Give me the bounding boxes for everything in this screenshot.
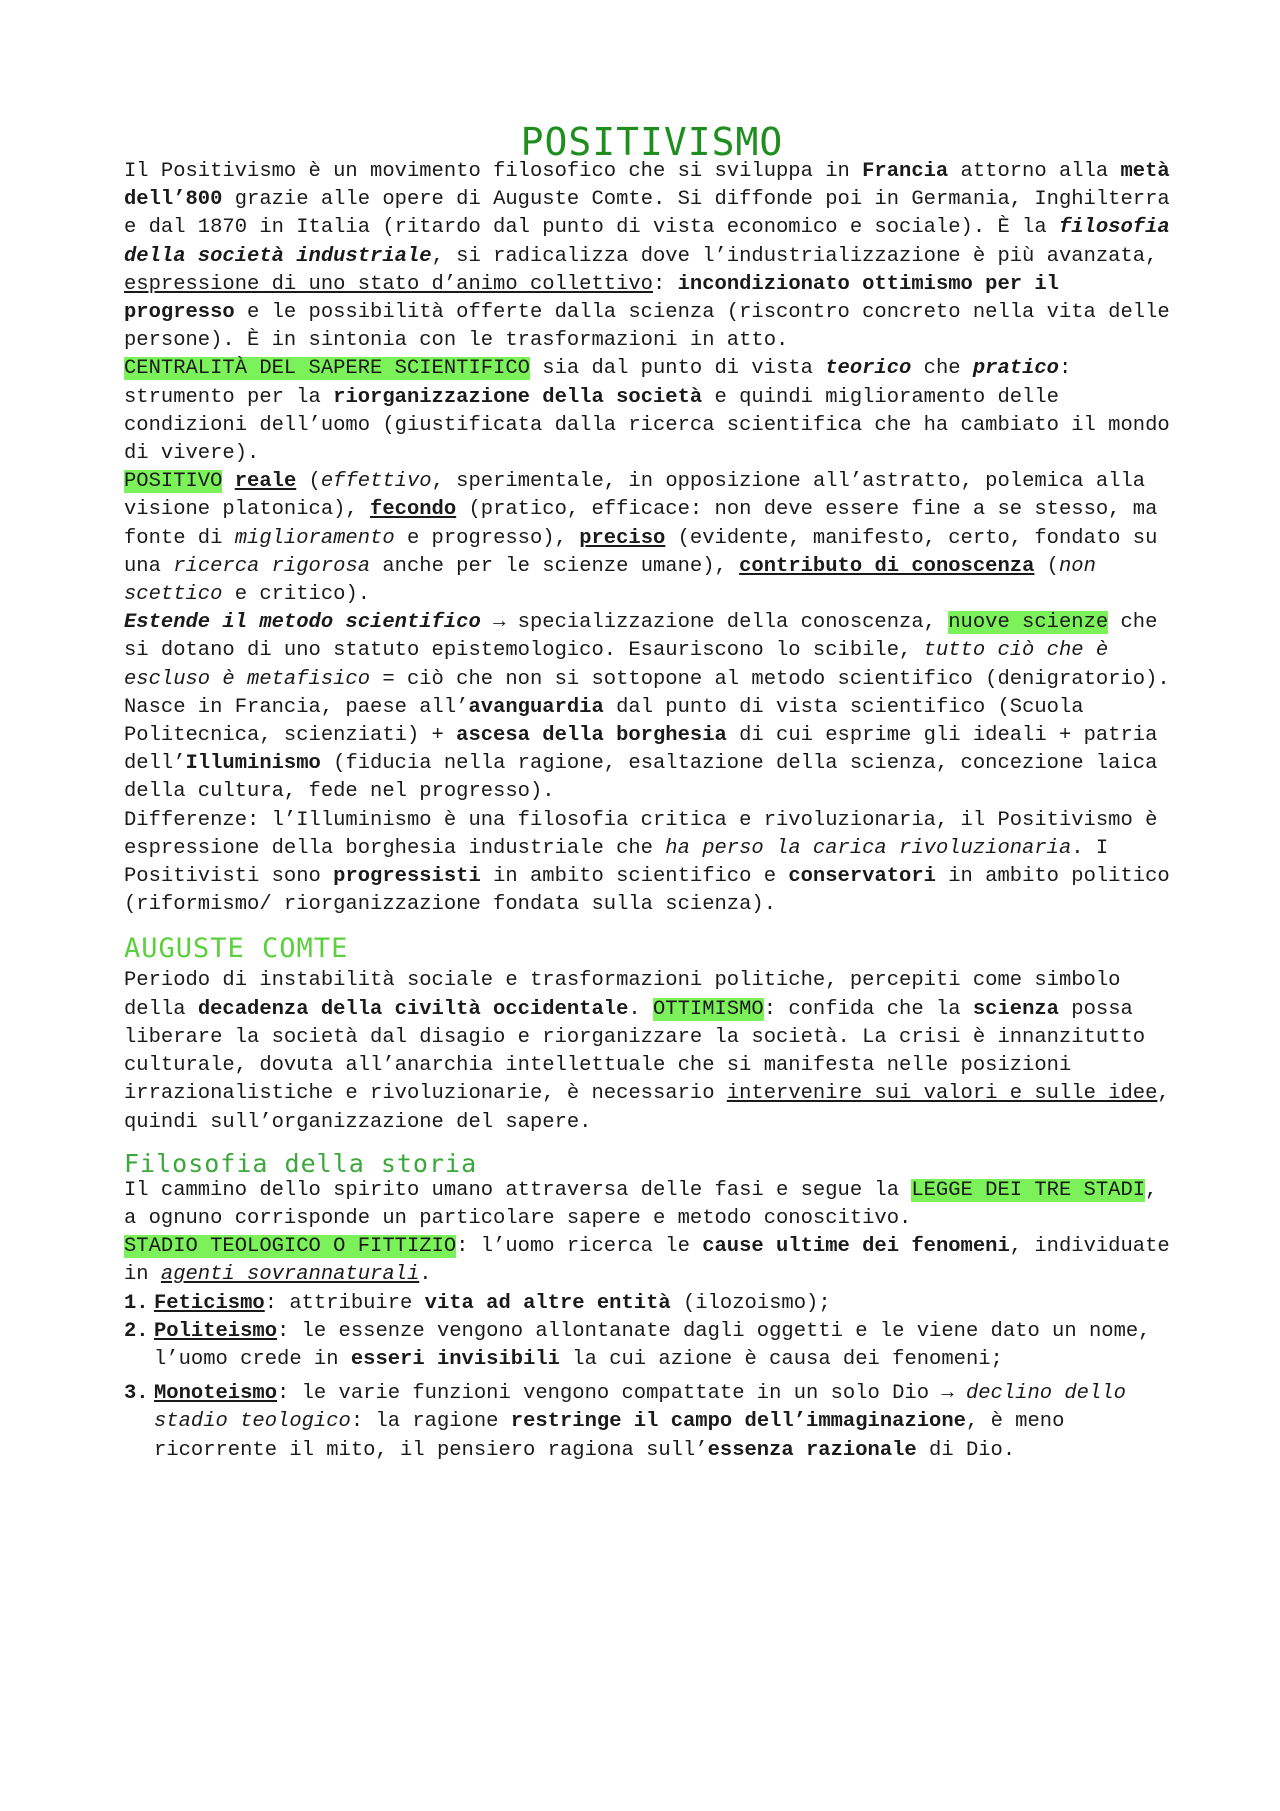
- nasce-paragraph: [124, 694, 1180, 807]
- list-number: 3.: [124, 1382, 149, 1406]
- bold-text: scienza: [972, 997, 1059, 1021]
- storia-paragraph: [124, 1177, 1180, 1233]
- text: che: [911, 357, 973, 381]
- highlighted-text: nuove scienze: [948, 611, 1109, 635]
- positivo-paragraph: [124, 468, 1180, 609]
- differenze-paragraph: [124, 807, 1180, 920]
- text: e quindi miglioramento delle condizioni dell’uomo (giustificata dalla ricerca scientifica che ha cambiato il mondo di vivere).: [124, 385, 1170, 466]
- text: Il Positivismo è un movimento filosofico che si sviluppa in: [124, 160, 863, 183]
- italic-text: non scettico: [124, 554, 1096, 607]
- list-item: [124, 1318, 1180, 1374]
- stages-list: [124, 1290, 1180, 1465]
- text: : la ragione: [350, 1410, 511, 1434]
- bold-text: incondizionato ottimismo per il progresso: [124, 272, 1059, 325]
- bold-underlined-text: preciso: [579, 526, 666, 550]
- bold-text: progressisti: [333, 865, 481, 889]
- bold-underlined-text: reale: [234, 470, 297, 494]
- italic-text: ricerca rigorosa: [173, 554, 371, 578]
- text: :: [653, 272, 678, 296]
- section-heading-storia: Filosofia della storia: [124, 1148, 478, 1178]
- text: e progresso),: [394, 526, 580, 550]
- bold-italic-text: Estende il metodo scientifico: [124, 611, 481, 635]
- section-heading-comte: AUGUSTE COMTE: [124, 933, 349, 965]
- italic-text: declino dello stadio teologico: [154, 1382, 1126, 1434]
- text: (evidente, manifesto, certo, fondato su una: [124, 526, 1158, 578]
- bold-underlined-text: contributo di conoscenza: [739, 554, 1035, 578]
- text: , a ognuno corrisponde un particolare sapere e metodo conoscitivo.: [124, 1178, 1158, 1230]
- text: , sperimentale, in opposizione all’astratto, polemica alla visione platonica),: [124, 470, 1146, 522]
- text: e critico).: [222, 583, 371, 607]
- comte-paragraph: [124, 967, 1180, 1136]
- bold-text: essenza razionale: [707, 1438, 917, 1462]
- text: : strumento per la: [124, 357, 1072, 409]
- centralita-paragraph: [124, 355, 1180, 468]
- italic-text: effettivo: [320, 470, 432, 494]
- text: (pratico, efficace: non deve essere fine a se stesso, ma fonte di: [124, 498, 1158, 550]
- text: : attribuire: [264, 1291, 425, 1315]
- text: di Dio.: [916, 1438, 1016, 1462]
- text: , quindi sull’organizzazione del sapere.: [124, 1082, 1170, 1134]
- italic-text: ha perso la carica rivoluzionaria: [665, 836, 1072, 860]
- bold-text: Francia: [862, 160, 949, 183]
- text: sia dal punto di vista: [529, 357, 826, 381]
- bold-italic-text: pratico: [972, 357, 1059, 381]
- bold-text: Illuminismo: [185, 752, 321, 776]
- text: che si dotano di uno statuto epistemologico. Esauriscono lo scibile,: [124, 611, 1158, 663]
- bold-text: riorganizzazione della società: [333, 385, 703, 409]
- bold-italic-text: filosofia della società industriale: [124, 216, 1170, 268]
- teologico-paragraph: [124, 1233, 1180, 1289]
- text: , si radicalizza dove l’industrializzazione è più avanzata,: [431, 244, 1158, 268]
- text: Periodo di instabilità sociale e trasformazioni politiche, percepiti come simbolo della: [124, 969, 1121, 1021]
- text: , è meno ricorrente il mito, il pensiero ragiona sull’: [154, 1410, 1065, 1462]
- italic-text: miglioramento: [234, 526, 395, 550]
- text: Differenze: l’Illuminismo è una filosofia critica e rivoluzionaria, il Positivismo è espressione della borghesia industriale che: [124, 808, 1158, 860]
- text: [222, 470, 234, 493]
- text: anche per le scienze umane),: [370, 554, 740, 578]
- highlighted-text: LEGGE DEI TRE STADI: [911, 1178, 1146, 1202]
- list-item: [124, 1380, 1180, 1465]
- document-page: [124, 118, 1180, 1465]
- underlined-italic-text: agenti sovrannaturali: [160, 1263, 420, 1287]
- highlighted-text: OTTIMISMO: [653, 997, 764, 1021]
- bold-underlined-text: Feticismo: [154, 1291, 265, 1315]
- intro-paragraph: [124, 158, 1180, 355]
- text: (: [296, 470, 321, 494]
- text: attorno alla: [948, 160, 1121, 183]
- bold-text: cause ultime dei fenomeni: [702, 1235, 1010, 1259]
- text: (fiducia nella ragione, esaltazione della scienza, concezione laica della cultura, fede nel progresso).: [124, 752, 1158, 804]
- text: , individuate in: [124, 1235, 1170, 1287]
- bold-text: vita ad altre entità: [424, 1291, 671, 1315]
- bold-text: metà dell’800: [124, 160, 1170, 212]
- text: = ciò che non si sottopone al metodo scientifico (denigratorio).: [370, 667, 1170, 691]
- bold-italic-text: teorico: [825, 357, 912, 381]
- text: grazie alle opere di Auguste Comte. Si diffonde poi in Germania, Inghilterra e dal 1870 in Italia (ritardo dal punto di vista economico e sociale). È la: [124, 188, 1170, 240]
- bold-text: avanguardia: [468, 695, 604, 719]
- bold-text: ascesa della borghesia: [456, 724, 727, 748]
- text: → specializzazione della conoscenza,: [480, 611, 949, 635]
- bold-underlined-text: Politeismo: [154, 1319, 278, 1343]
- text: : l’uomo ricerca le: [456, 1235, 703, 1259]
- text: Il cammino dello spirito umano attraversa delle fasi e segue la: [124, 1178, 912, 1202]
- bold-underlined-text: Monoteismo: [154, 1382, 278, 1406]
- bold-text: esseri invisibili: [350, 1347, 560, 1371]
- bold-text: decadenza della civiltà occidentale: [197, 997, 629, 1021]
- list-number: 2.: [124, 1319, 149, 1343]
- bold-text: restringe il campo dell’immaginazione: [510, 1410, 966, 1434]
- text: in ambito politico (riformismo/ riorganizzazione fondata sulla scienza).: [124, 865, 1170, 917]
- text: : le varie funzioni vengono compattate in un solo Dio →: [277, 1382, 966, 1406]
- text: e le possibilità offerte dalla scienza (riscontro concreto nella vita delle persone). È in sintonia con le trasformazioni in atto.: [124, 301, 1170, 353]
- underlined-text: intervenire sui valori e sulle idee: [726, 1082, 1158, 1106]
- text: : confida che la: [763, 997, 973, 1021]
- text: possa liberare la società dal disagio e riorganizzare la società. La crisi è innanzitutto culturale, dovuta all’anarchia intellettuale che si manifesta nelle posizioni irrazionalistiche e rivoluzionarie, è necessario: [124, 997, 1146, 1106]
- text: Nasce in Francia, paese all’: [124, 695, 469, 719]
- text: (ilozoismo);: [670, 1291, 831, 1315]
- text: .: [419, 1263, 432, 1287]
- page-title: POSITIVISMO: [520, 120, 784, 164]
- underlined-text: espressione di uno stato d’animo collettivo: [124, 272, 653, 296]
- text: . I Positivisti sono: [124, 836, 1109, 889]
- text: dal punto di vista scientifico (Scuola Politecnica, scienziati) +: [124, 695, 1084, 748]
- highlighted-text: POSITIVO: [124, 470, 223, 494]
- highlighted-text: CENTRALITÀ DEL SAPERE SCIENTIFICO: [124, 357, 530, 381]
- italic-text: tutto ciò che è escluso è metafisico: [124, 639, 1109, 691]
- text: .: [628, 997, 653, 1021]
- text: in ambito scientifico e: [480, 865, 789, 889]
- list-item: [124, 1290, 1180, 1318]
- estende-paragraph: [124, 609, 1180, 694]
- list-number: 1.: [124, 1291, 149, 1315]
- bold-text: conservatori: [788, 865, 936, 889]
- text: (: [1034, 554, 1059, 578]
- bold-underlined-text: fecondo: [370, 498, 457, 522]
- text: la cui azione è causa dei fenomeni;: [559, 1347, 1003, 1371]
- text: : le essenze vengono allontanate dagli oggetti e le viene dato un nome, l’uomo crede in: [154, 1319, 1151, 1371]
- text: di cui esprime gli ideali + patria dell’: [124, 724, 1158, 776]
- highlighted-text: STADIO TEOLOGICO O FITTIZIO: [124, 1235, 457, 1259]
